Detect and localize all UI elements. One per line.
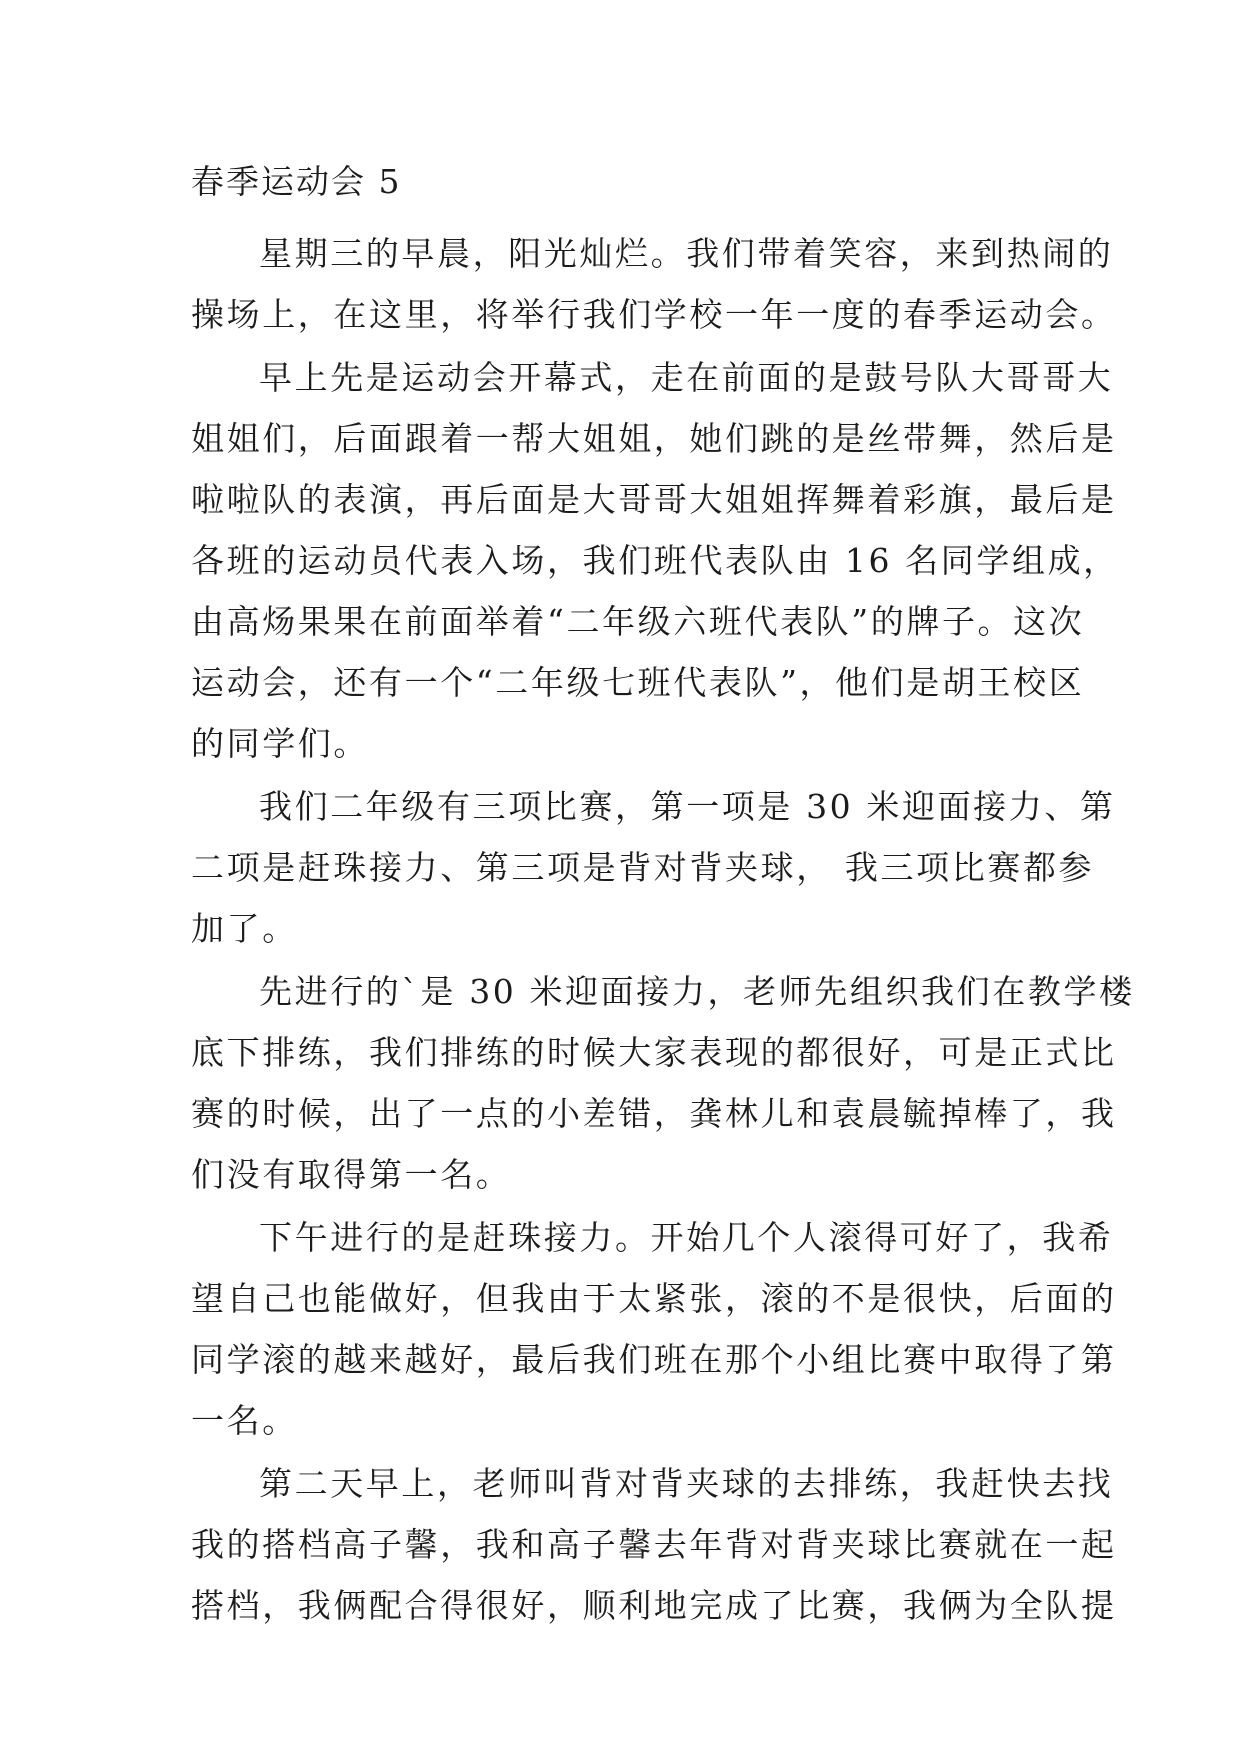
paragraph-line: 啦啦队的表演，再后面是大哥哥大姐姐挥舞着彩旗，最后是 [191, 480, 1117, 519]
paragraph-line: 望自己也能做好，但我由于太紧张，滚的不是很快，后面的 [191, 1279, 1117, 1318]
paragraph-line: 星期三的早晨，阳光灿烂。我们带着笑容，来到热闹的 [259, 234, 1114, 273]
paragraph-line: 加了。 [191, 909, 298, 948]
paragraph-line: 赛的时候，出了一点的小差错，龚林儿和袁晨毓掉棒了，我 [191, 1094, 1117, 1133]
paragraph-line: 姐姐们，后面跟着一帮大姐姐，她们跳的是丝带舞，然后是 [191, 419, 1117, 458]
paragraph-5 [191, 1207, 1117, 1451]
paragraph-line: 底下排练，我们排练的时候大家表现的都很好，可是正式比 [191, 1033, 1117, 1072]
paragraph-line: 同学滚的越来越好，最后我们班在那个小组比赛中取得了第 [191, 1340, 1117, 1379]
paragraph-line: 搭档，我俩配合得很好，顺利地完成了比赛，我俩为全队提 [191, 1586, 1117, 1625]
paragraph-line: 各班的运动员代表入场，我们班代表队由 16 名同学组成， [191, 541, 1119, 580]
paragraph-line: 的同学们。 [191, 724, 369, 763]
paragraph-line: 早上先是运动会开幕式，走在前面的是鼓号队大哥哥大 [259, 358, 1114, 397]
paragraph-line: 们没有取得第一名。 [191, 1155, 512, 1194]
document-title: 春季运动会 5 [191, 162, 402, 201]
paragraph-line: 先进行的`是 30 米迎面接力，老师先组织我们在教学楼 [259, 972, 1135, 1011]
paragraph-line: 操场上，在这里，将举行我们学校一年一度的春季运动会。 [191, 295, 1117, 334]
paragraph-line: 我们二年级有三项比赛，第一项是 30 米迎面接力、第 [259, 787, 1116, 826]
paragraph-line: 一名。 [191, 1401, 298, 1440]
paragraph-2 [191, 347, 1119, 774]
paragraph-1 [191, 223, 1117, 345]
paragraph-4 [191, 961, 1135, 1205]
document-body [191, 162, 1135, 1636]
paragraph-3 [191, 776, 1116, 959]
paragraph-line: 由高炀果果在前面举着“二年级六班代表队”的牌子。这次 [191, 602, 1085, 641]
paragraph-line: 第二天早上，老师叫背对背夹球的去排练，我赶快去找 [259, 1464, 1114, 1503]
paragraph-line: 下午进行的是赶珠接力。开始几个人滚得可好了，我希 [259, 1218, 1114, 1257]
paragraph-6 [191, 1453, 1117, 1636]
paragraph-line: 运动会，还有一个“二年级七班代表队”，他们是胡王校区 [191, 663, 1085, 702]
paragraph-line: 我的搭档高子馨，我和高子馨去年背对背夹球比赛就在一起 [191, 1525, 1117, 1564]
paragraph-line: 二项是赶珠接力、第三项是背对背夹球， 我三项比赛都参 [191, 848, 1095, 887]
